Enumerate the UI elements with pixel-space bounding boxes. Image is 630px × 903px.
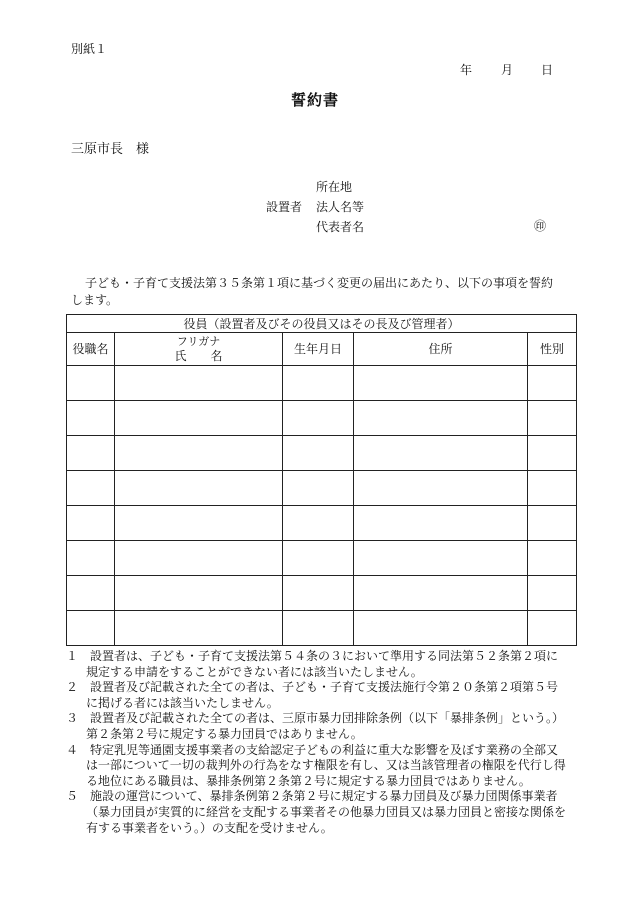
position-cell[interactable]: [67, 611, 115, 646]
gender-cell[interactable]: [528, 576, 577, 611]
pledge-item: ４ 特定乳児等通園支援事業者の支給認定子どもの利益に重大な影響を及ぼす業務の全部又は一部について一切の裁判外の行為をなす権限を有し、又は当該管理者の権限を代行し得る地位にある職員は、暴排条例第２条第２号に規定する暴力団員ではありません。: [66, 742, 566, 788]
position-cell[interactable]: [67, 436, 115, 471]
date-day-label: 日: [541, 63, 554, 77]
name-cell[interactable]: [115, 506, 283, 541]
address-cell[interactable]: [354, 366, 528, 401]
officers-table: [66, 314, 577, 646]
pledge-item: ５ 施設の運営について、暴排条例第２条第２号に規定する暴力団員及び暴力団関係事業者（暴力団員が実質的に経営を支配する事業者その他暴力団員又は暴力団員と密接な関係を有する事業者をいう。）の支配を受けません。: [66, 789, 567, 835]
name-cell[interactable]: [115, 541, 283, 576]
birthdate-cell[interactable]: [283, 541, 354, 576]
address-cell[interactable]: [354, 471, 528, 506]
address-cell[interactable]: [354, 401, 528, 436]
name-cell[interactable]: [115, 576, 283, 611]
document-title: 誓約書: [291, 91, 340, 109]
address-label: 所在地: [316, 180, 353, 194]
pledge-item: ３ 設置者及び記載された全ての者は、三原市暴力団排除条例（以下「暴排条例」という。）第２条第２号に規定する暴力団員ではありません。: [66, 711, 565, 741]
table-row: [67, 436, 577, 471]
pledge-item: １ 設置者は、子ども・子育て支援法第５４条の３において準用する同法第５２条第２項に規定する申請をすることができない者には該当いたしません。: [66, 649, 559, 679]
name-cell[interactable]: [115, 471, 283, 506]
table-row: [67, 471, 577, 506]
birthdate-cell[interactable]: [283, 506, 354, 541]
full-name-header: 氏 名: [174, 349, 223, 363]
birthdate-cell[interactable]: [283, 471, 354, 506]
name-cell[interactable]: [115, 401, 283, 436]
applicant-role-label: 設置者: [266, 200, 303, 214]
birthdate-cell[interactable]: [283, 436, 354, 471]
attachment-label: 別紙１: [71, 42, 108, 56]
residence-header: 住所: [354, 333, 528, 366]
birthdate-cell[interactable]: [283, 611, 354, 646]
address-cell[interactable]: [354, 506, 528, 541]
position-header: 役職名: [67, 333, 115, 366]
gender-header: 性別: [528, 333, 577, 366]
furigana-header: フリガナ: [176, 335, 221, 348]
table-row: [67, 366, 577, 401]
table-row: [67, 506, 577, 541]
seal-mark: ㊞: [534, 219, 547, 233]
position-cell[interactable]: [67, 366, 115, 401]
position-cell[interactable]: [67, 576, 115, 611]
gender-cell[interactable]: [528, 471, 577, 506]
position-cell[interactable]: [67, 471, 115, 506]
position-cell[interactable]: [67, 401, 115, 436]
gender-cell[interactable]: [528, 611, 577, 646]
date-year-label: 年: [460, 63, 473, 77]
gender-cell[interactable]: [528, 366, 577, 401]
corporation-name-label: 法人名等: [316, 200, 365, 214]
addressee: 三原市長 様: [71, 142, 150, 157]
pledge-item: ２ 設置者及び記載された全ての者は、子ども・子育て支援法施行令第２０条第２項第５号に掲げる者には該当いたしません。: [66, 680, 559, 710]
gender-cell[interactable]: [528, 401, 577, 436]
gender-cell[interactable]: [528, 506, 577, 541]
address-cell[interactable]: [354, 611, 528, 646]
position-cell[interactable]: [67, 506, 115, 541]
table-row: [67, 541, 577, 576]
table-row: [67, 611, 577, 646]
gender-cell[interactable]: [528, 436, 577, 471]
date-month-label: 月: [501, 63, 514, 77]
representative-label: 代表者名: [316, 220, 365, 234]
birthdate-cell[interactable]: [283, 401, 354, 436]
name-cell[interactable]: [115, 611, 283, 646]
pledge-list: [66, 649, 566, 836]
birthdate-header: 生年月日: [283, 333, 354, 366]
address-cell[interactable]: [354, 576, 528, 611]
name-header: [115, 333, 283, 366]
birthdate-cell[interactable]: [283, 576, 354, 611]
position-cell[interactable]: [67, 541, 115, 576]
gender-cell[interactable]: [528, 541, 577, 576]
address-cell[interactable]: [354, 541, 528, 576]
officers-table-caption: 役員（設置者及びその役員又はその長及び管理者）: [67, 315, 577, 333]
table-row: [67, 401, 577, 436]
table-row: [67, 576, 577, 611]
name-cell[interactable]: [115, 436, 283, 471]
address-cell[interactable]: [354, 436, 528, 471]
name-cell[interactable]: [115, 366, 283, 401]
intro-text: 子ども・子育て支援法第３５条第１項に基づく変更の届出にあたり、以下の事項を誓約します。: [71, 276, 554, 307]
birthdate-cell[interactable]: [283, 366, 354, 401]
